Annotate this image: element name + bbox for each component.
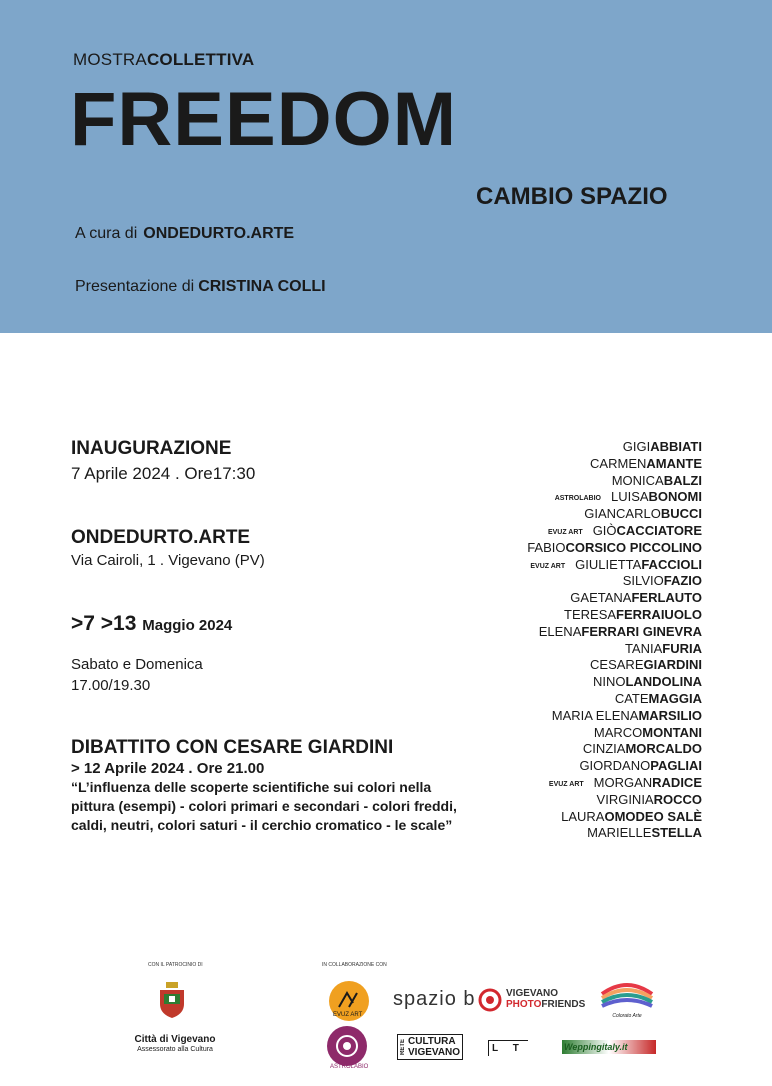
vpf-photo: PHOTO (506, 999, 542, 1010)
inauguration-heading: INAUGURAZIONE (71, 438, 232, 459)
artist-row (442, 439, 702, 456)
exhibition-subtitle: CAMBIO SPAZIO (476, 183, 668, 210)
artist-row (442, 641, 702, 658)
artist-row (442, 775, 702, 792)
artist-row (442, 809, 702, 826)
dates-month: Maggio 2024 (142, 617, 233, 634)
artist-row (442, 691, 702, 708)
artist-first-name: GAETANA (570, 590, 632, 606)
artist-last-name: CACCIATORE (616, 522, 702, 538)
artist-last-name: FURIA (662, 640, 702, 656)
artist-collective-tag: EVUZ ART (547, 528, 583, 536)
artist-last-name: LANDOLINA (625, 674, 702, 690)
presenter-label: Presentazione di (75, 278, 195, 295)
presenter-name: CRISTINA COLLI (198, 278, 326, 295)
venue-address: Via Cairoli, 1 . Vigevano (PV) (71, 552, 265, 569)
city-name: Città di Vigevano (134, 1034, 216, 1045)
evuz-art-label: EVUZ ART (333, 1012, 363, 1018)
artist-collective-tag: EVUZ ART (548, 780, 584, 788)
artist-first-name: CARMEN (590, 455, 647, 471)
city-crest-icon (158, 982, 186, 1018)
artist-first-name: CATE (614, 690, 649, 706)
artist-first-name: GIORDANO (579, 758, 651, 774)
rete-cultura-logo (397, 1034, 463, 1060)
artist-first-name: CINZIA (582, 741, 626, 757)
astrolabio-icon (327, 1026, 367, 1066)
artist-row (442, 540, 702, 557)
artist-row (442, 825, 702, 842)
artist-first-name: LUISA (610, 489, 649, 505)
artist-first-name: GIGI (622, 439, 651, 454)
artist-row (442, 708, 702, 725)
artist-row (442, 725, 702, 742)
rete-side-label: RETE (400, 1038, 406, 1055)
artist-first-name: LAURA (561, 808, 605, 824)
aperture-icon (478, 988, 502, 1012)
artist-first-name: GIÒ (592, 522, 617, 538)
artist-last-name: FERRARI GINEVRA (581, 623, 702, 639)
astrolabio-label: ASTROLABIO (330, 1064, 369, 1070)
artist-list (442, 439, 702, 842)
vpf-friends: FRIENDS (541, 999, 586, 1010)
artist-row (442, 590, 702, 607)
artist-row (442, 758, 702, 775)
curator-label: A cura di (75, 225, 138, 242)
rete-line2: VIGEVANO (408, 1047, 461, 1058)
exhibition-dates (71, 612, 232, 636)
inauguration-date: 7 Aprile 2024 . Ore17:30 (71, 464, 256, 483)
hours-days: Sabato e Domenica (71, 656, 203, 673)
artist-row (442, 674, 702, 691)
artist-last-name: ABBIATI (650, 439, 702, 454)
ribbon-icon (600, 980, 654, 1008)
artist-last-name: RADICE (652, 774, 702, 790)
debate-heading: DIBATTITO CON CESARE GIARDINI (71, 737, 394, 758)
city-department: Assessorato alla Cultura (137, 1046, 213, 1053)
artist-first-name: MARIELLE (587, 825, 652, 841)
artist-row (442, 473, 702, 490)
presenter-line (75, 278, 326, 296)
artist-first-name: FABIO (527, 539, 566, 555)
artist-last-name: STELLA (651, 825, 702, 841)
artist-row (442, 506, 702, 523)
rete-line1: CULTURA (408, 1036, 456, 1047)
exhibition-title: FREEDOM (70, 77, 457, 162)
artist-first-name: MORGAN (593, 774, 653, 790)
artist-row (442, 741, 702, 758)
artist-last-name: PAGLIAI (650, 758, 702, 774)
artist-first-name: GIULIETTA (575, 556, 642, 572)
artist-last-name: BONOMI (648, 489, 702, 505)
artist-last-name: OMODEO SALÈ (604, 808, 702, 824)
curator-line (75, 225, 294, 243)
artist-last-name: BUCCI (660, 506, 702, 522)
artist-row (442, 607, 702, 624)
spaziob-logo: spazio b (393, 988, 476, 1010)
artist-last-name: MARSILIO (638, 707, 702, 723)
exhibition-type (73, 50, 254, 70)
artist-first-name: NINO (592, 674, 626, 690)
artist-last-name: FACCIOLI (641, 556, 702, 572)
debate-quote: “L’influenza delle scoperte scientifiche sui colori nella pittura (esempi) - colori primari e secondari - colori freddi, caldi, neutri, colori saturi - il cerchio cromatico - le scale” (71, 779, 457, 834)
vpf-line1: VIGEVANO (506, 988, 559, 999)
curator-name: ONDEDURTO.ARTE (143, 225, 295, 242)
artist-first-name: TANIA (624, 640, 663, 656)
vpf-text (506, 988, 585, 1010)
artist-collective-tag: EVUZ ART (530, 562, 566, 570)
dates-range: >7 >13 (71, 612, 137, 635)
eyebrow-regular: MOSTRA (73, 50, 147, 69)
artist-row (442, 573, 702, 590)
artist-first-name: MONICA (611, 472, 664, 488)
artist-first-name: SILVIO (622, 573, 664, 589)
lt-logo: L T (488, 1040, 528, 1056)
artist-last-name: MORCALDO (625, 741, 702, 757)
hours-time: 17.00/19.30 (71, 677, 151, 694)
colorato-label: Colorato Arte (612, 1013, 642, 1019)
artist-last-name: AMANTE (646, 455, 702, 471)
astrolabio-logo (327, 1026, 367, 1066)
colorato-logo (600, 980, 654, 1019)
artist-last-name: MONTANI (642, 724, 702, 740)
artist-last-name: BALZI (663, 472, 702, 488)
artist-first-name: VIRGINIA (596, 791, 654, 807)
artist-last-name: FERLAUTO (631, 590, 702, 606)
venue-name: ONDEDURTO.ARTE (71, 527, 251, 548)
artist-row (442, 557, 702, 574)
artist-last-name: GIARDINI (643, 657, 702, 673)
artist-first-name: MARIA ELENA (551, 707, 639, 723)
artist-last-name: CORSICO PICCOLINO (565, 539, 702, 555)
patronage-caption: CON IL PATROCINIO DI (148, 962, 203, 968)
artist-first-name: TERESA (564, 606, 617, 622)
artist-first-name: CESARE (590, 657, 644, 673)
artist-row (442, 456, 702, 473)
artist-row (442, 624, 702, 641)
vigevano-photo-friends-logo (478, 988, 502, 1012)
artist-row (442, 792, 702, 809)
artist-last-name: FAZIO (663, 573, 702, 589)
artist-last-name: ROCCO (653, 791, 702, 807)
wepping-italy-logo: Weppingitaly.it (562, 1040, 656, 1054)
artist-first-name: GIANCARLO (584, 506, 661, 522)
artist-last-name: MAGGIA (648, 690, 702, 706)
debate-date: > 12 Aprile 2024 . Ore 21.00 (71, 760, 265, 777)
vpf-line2 (506, 999, 585, 1010)
artist-collective-tag: ASTROLABIO (554, 495, 601, 503)
artist-first-name: ELENA (538, 623, 582, 639)
rete-cultura-text (408, 1036, 460, 1058)
artist-row (442, 489, 702, 506)
artist-row (442, 657, 702, 674)
artist-last-name: FERRAIUOLO (616, 606, 702, 622)
collab-caption: IN COLLABORAZIONE CON (322, 962, 387, 968)
artist-first-name: MARCO (593, 724, 643, 740)
eyebrow-bold: COLLETTIVA (146, 50, 255, 69)
artist-row (442, 523, 702, 540)
